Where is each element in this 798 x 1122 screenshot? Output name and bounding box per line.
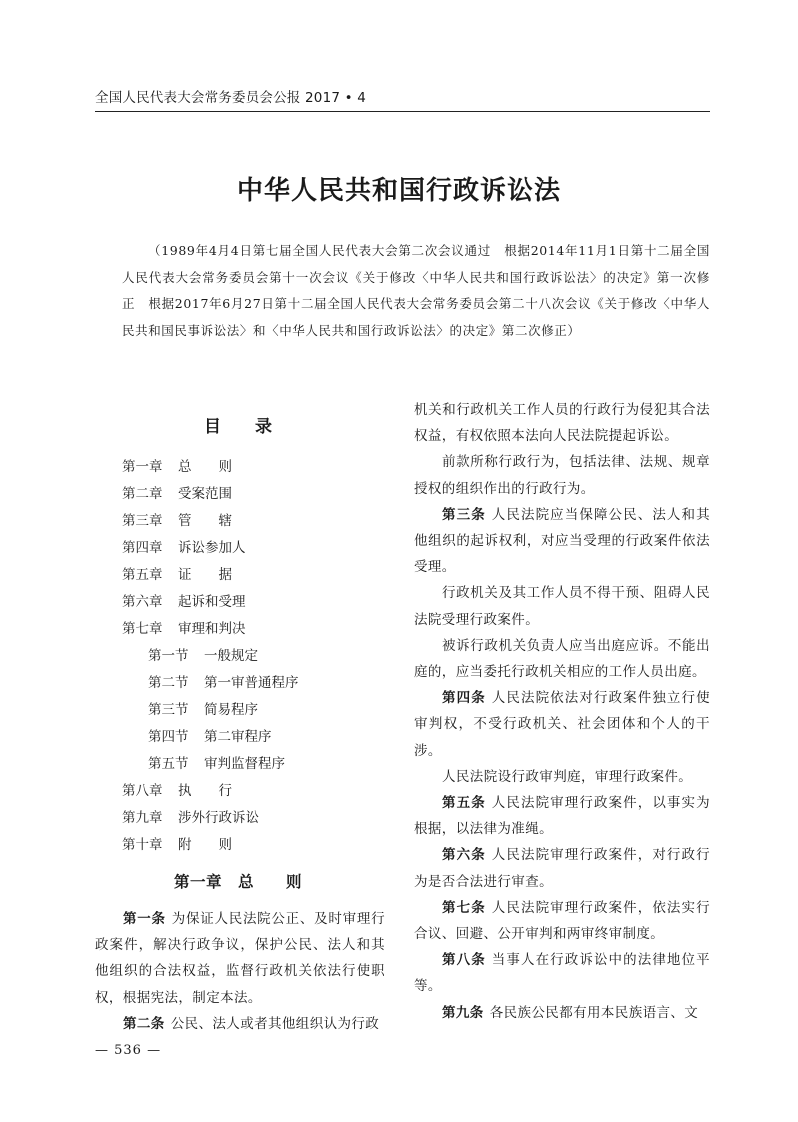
paragraph	[414, 895, 710, 947]
toc-item-number: 第二节	[148, 675, 189, 691]
toc-item	[122, 778, 392, 805]
toc-item-label: 第二审程序	[204, 729, 272, 745]
paragraph	[414, 502, 710, 581]
article-number: 第九条	[442, 1004, 484, 1021]
article-text: 人民法院应当保障公民、法人和其他组织的起诉权利，对应当受理的行政案件依法受理。	[414, 506, 711, 576]
law-title: 中华人民共和国行政诉讼法	[236, 176, 561, 206]
article-number: 第六条	[442, 847, 486, 864]
article-text: 行政机关及其工作人员不得干预、阻碍人民法院受理行政案件。	[414, 585, 710, 628]
toc-item	[122, 643, 392, 670]
toc-item-label: 附 则	[178, 837, 232, 853]
article-text: 为保证人民法院公正、及时审理行政案件，解决行政争议，保护公民、法人和其他组织的合法权益，监督行政机关依法行使职权，根据宪法，制定本法。	[95, 911, 386, 1006]
article-number: 第八条	[442, 952, 486, 969]
paragraph	[414, 1000, 710, 1026]
toc-item	[122, 724, 392, 751]
toc-item-label: 涉外行政诉讼	[178, 810, 259, 826]
article-text: 当事人在行政诉讼中的法律地位平等。	[414, 952, 711, 995]
article-number: 第二条	[123, 1015, 165, 1032]
toc-item-label: 执 行	[178, 783, 232, 799]
journal-header: 全国人民代表大会常务委员会公报 2017 • 4	[95, 90, 367, 106]
article-text: 公民、法人或者其他组织认为行政	[170, 1015, 380, 1032]
toc-item-number: 第四章	[122, 540, 163, 556]
article-text: 各民族公民都有用本民族语言、文	[489, 1004, 699, 1021]
paragraph	[95, 1011, 385, 1037]
article-number: 第五条	[442, 795, 486, 812]
article-text: 人民法院审理行政案件，以事实为根据，以法律为准绳。	[414, 795, 711, 838]
left-column-text	[95, 906, 385, 1037]
right-column-text	[414, 397, 710, 1026]
article-text: 被诉行政机关负责人应当出庭应诉。不能出庭的，应当委托行政机关相应的工作人员出庭。	[414, 637, 710, 681]
toc-item	[122, 616, 392, 643]
paragraph	[414, 685, 710, 764]
toc-item-label: 受案范围	[178, 486, 232, 502]
toc-item-label: 第一审普通程序	[204, 675, 299, 691]
paragraph	[414, 397, 710, 449]
chapter-1-heading: 第一章 总 则	[173, 873, 302, 891]
header-rule	[95, 111, 710, 112]
toc-item	[122, 508, 392, 535]
table-of-contents	[122, 454, 392, 859]
paragraph	[414, 580, 710, 632]
toc-item-label: 起诉和受理	[178, 594, 246, 610]
article-text: 前款所称行政行为，包括法律、法规、规章授权的组织作出的行政行为。	[414, 454, 710, 497]
toc-item	[122, 481, 392, 508]
toc-item	[122, 670, 392, 697]
toc-item-number: 第一章	[122, 459, 163, 475]
toc-item-number: 第三节	[148, 702, 189, 718]
article-number: 第四条	[442, 690, 486, 707]
toc-item-number: 第五章	[122, 567, 163, 583]
toc-item-label: 管 辖	[178, 513, 232, 529]
article-text: 人民法院依法对行政案件独立行使审判权，不受行政机关、社会团体和个人的干涉。	[414, 690, 711, 759]
article-number: 第三条	[442, 506, 486, 523]
toc-item	[122, 562, 392, 589]
article-text: 人民法院审理行政案件，依法实行合议、回避、公开审判和两审终审制度。	[414, 899, 711, 943]
paragraph	[414, 842, 710, 894]
toc-item	[122, 535, 392, 562]
toc-item-number: 第六章	[122, 594, 163, 610]
article-text: 人民法院设行政审判庭，审理行政案件。	[442, 768, 693, 785]
toc-item-number: 第九章	[122, 810, 163, 826]
toc-item-label: 总 则	[178, 459, 232, 475]
toc-item-number: 第一节	[148, 648, 189, 664]
paragraph	[414, 764, 710, 790]
toc-item-number: 第二章	[122, 486, 163, 502]
toc-title: 目录	[204, 417, 306, 437]
toc-item-label: 审理和判决	[178, 621, 246, 637]
paragraph	[95, 906, 385, 1011]
toc-item	[122, 832, 392, 859]
article-text: 人民法院审理行政案件，对行政行为是否合法进行审查。	[414, 847, 711, 890]
toc-item	[122, 454, 392, 481]
toc-item	[122, 805, 392, 832]
toc-item-number: 第七章	[122, 621, 163, 637]
toc-item-label: 简易程序	[204, 702, 258, 718]
paragraph	[414, 449, 710, 501]
article-number: 第一条	[123, 911, 166, 927]
preamble: （1989年4月4日第七届全国人民代表大会第二次会议通过 根据2014年11月1日第十二届全国人民代表大会常务委员会第十一次会议《关于修改〈中华人民共和国行政诉讼法〉的决定》第一次修正 根据2017年6月27日第十二届全国人民代表大会常务委员会第二十八次会议《关于修改〈中华人民共和国民事诉讼法〉和〈中华人民共和国行政诉讼法〉的决定》第二次修正）	[122, 243, 710, 338]
toc-item	[122, 589, 392, 616]
article-number: 第七条	[442, 899, 486, 916]
toc-item-label: 诉讼参加人	[178, 540, 246, 556]
toc-item	[122, 697, 392, 724]
toc-item-label: 审判监督程序	[204, 756, 285, 772]
toc-item-number: 第四节	[148, 729, 189, 745]
article-text: 机关和行政机关工作人员的行政行为侵犯其合法权益，有权依照本法向人民法院提起诉讼。	[414, 402, 710, 445]
paragraph	[414, 947, 710, 999]
paragraph	[414, 633, 710, 685]
toc-item-number: 第十章	[122, 837, 163, 853]
toc-item-label: 证 据	[178, 567, 232, 583]
paragraph	[414, 790, 710, 842]
toc-item-number: 第八章	[122, 783, 163, 799]
toc-item-label: 一般规定	[204, 648, 258, 664]
page-number: — 536 —	[95, 1043, 162, 1058]
toc-item-number: 第三章	[122, 513, 163, 529]
toc-item-number: 第五节	[148, 756, 189, 772]
toc-item	[122, 751, 392, 778]
